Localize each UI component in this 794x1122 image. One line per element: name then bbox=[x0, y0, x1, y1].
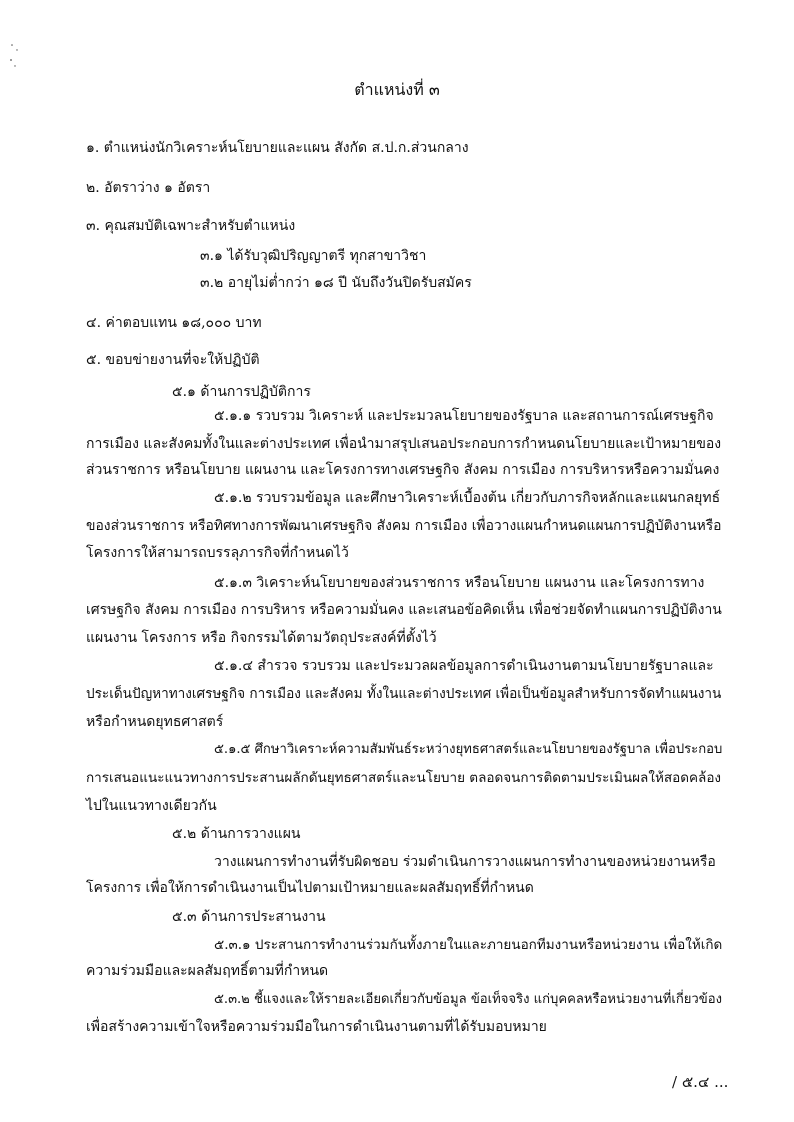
para-5-1-3-line: ๕.๑.๓ วิเคราะห์นโยบายของส่วนราชการ หรือนโยบาย แผนงาน และโครงการทาง bbox=[214, 575, 705, 591]
para-5-3-1-line: ๕.๓.๑ ประสานการทำงานร่วมกันทั้งภายในและภายนอกทีมงานหรือหน่วยงาน เพื่อให้เกิด bbox=[214, 937, 723, 953]
qualification-1: ๓.๑ ได้รับวุฒิปริญญาตรี ทุกสาขาวิชา bbox=[200, 248, 427, 264]
para-5-1-3-line: เศรษฐกิจ สังคม การเมือง การบริหาร หรือความมั่นคง และเสนอข้อคิดเห็น เพื่อช่วยจัดทำแผนการปฏิบัติงาน bbox=[86, 602, 722, 618]
item-position: ๑. ตำแหน่งนักวิเคราะห์นโยบายและแผน สังกัด ส.ป.ก.ส่วนกลาง bbox=[86, 140, 469, 156]
section-5-3: ๕.๓ ด้านการประสานงาน bbox=[172, 909, 326, 925]
para-5-1-1-line: ๕.๑.๑ รวบรวม วิเคราะห์ และประมวลนโยบายของรัฐบาล และสถานการณ์เศรษฐกิจ bbox=[214, 408, 714, 424]
para-5-1-2-line: ของส่วนราชการ หรือทิศทางการพัฒนาเศรษฐกิจ สังคม การเมือง เพื่อวางแผนกำหนดแผนการปฏิบัติงานหรือ bbox=[86, 518, 722, 534]
para-5-1-3-line: แผนงาน โครงการ หรือ กิจกรรมได้ตามวัตถุประสงค์ที่ตั้งไว้ bbox=[86, 630, 437, 646]
qualifications-heading: ๓. คุณสมบัติเฉพาะสำหรับตำแหน่ง bbox=[86, 218, 296, 234]
scan-specks bbox=[8, 42, 22, 76]
para-5-3-2-line: ๕.๓.๒ ชี้แจงและให้รายละเอียดเกี่ยวกับข้อมูล ข้อเท็จจริง แก่บุคคลหรือหน่วยงานที่เกี่ยวข้อง bbox=[214, 992, 722, 1007]
para-5-2-line: วางแผนการทำงานที่รับผิดชอบ ร่วมดำเนินการวางแผนการทำงานของหน่วยงานหรือ bbox=[214, 854, 716, 870]
para-5-1-5-line: ไปในแนวทางเดียวกัน bbox=[86, 798, 217, 814]
item-salary: ๔. ค่าตอบแทน ๑๘,๐๐๐ บาท bbox=[86, 315, 262, 331]
para-5-1-2-line: โครงการให้สามารถบรรลุภารกิจที่กำหนดไว้ bbox=[86, 545, 349, 561]
scope-heading: ๕. ขอบข่ายงานที่จะให้ปฏิบัติ bbox=[86, 352, 260, 368]
para-5-3-1-line: ความร่วมมือและผลสัมฤทธิ์ตามที่กำหนด bbox=[86, 963, 329, 979]
para-5-1-4-line: ๕.๑.๔ สำรวจ รวบรวม และประมวลผลข้อมูลการดำเนินงานตามนโยบายรัฐบาลและ bbox=[214, 658, 714, 674]
para-5-2-line: โครงการ เพื่อให้การดำเนินงานเป็นไปตามเป้าหมายและผลสัมฤทธิ์ที่กำหนด bbox=[86, 880, 534, 896]
para-5-1-1-line: การเมือง และสังคมทั้งในและต่างประเทศ เพื่อนำมาสรุปเสนอประกอบการกำหนดนโยบายและเป้าหมายของ bbox=[86, 436, 722, 452]
page-title: ตำแหน่งที่ ๓ bbox=[354, 80, 440, 99]
para-5-1-1-line: ส่วนราชการ หรือนโยบาย แผนงาน และโครงการทางเศรษฐกิจ สังคม การเมือง การบริหารหรือความมั่นคง bbox=[86, 462, 720, 478]
section-5-2: ๕.๒ ด้านการวางแผน bbox=[172, 826, 301, 842]
continuation-marker: / ๕.๔ ... bbox=[672, 1073, 729, 1091]
para-5-1-5-line: ๕.๑.๕ ศึกษาวิเคราะห์ความสัมพันธ์ระหว่างยุทธศาสตร์และนโยบายของรัฐบาล เพื่อประกอบ bbox=[214, 742, 723, 757]
para-5-3-2-line: เพื่อสร้างความเข้าใจหรือความร่วมมือในการดำเนินงานตามที่ได้รับมอบหมาย bbox=[86, 1019, 547, 1035]
para-5-1-2-line: ๕.๑.๒ รวบรวมข้อมูล และศึกษาวิเคราะห์เบื้องต้น เกี่ยวกับภารกิจหลักและแผนกลยุทธ์ bbox=[214, 490, 721, 506]
qualification-2: ๓.๒ อายุไม่ต่ำกว่า ๑๘ ปี นับถึงวันปิดรับสมัคร bbox=[200, 275, 472, 291]
para-5-1-5-line: การเสนอแนะแนวทางการประสานผลักดันยุทธศาสตร์และนโยบาย ตลอดจนการติดตามประเมินผลให้สอดคล้อง bbox=[86, 770, 722, 786]
section-5-1: ๕.๑ ด้านการปฏิบัติการ bbox=[172, 384, 311, 400]
para-5-1-4-line: หรือกำหนดยุทธศาสตร์ bbox=[86, 714, 224, 730]
item-vacancy: ๒. อัตราว่าง ๑ อัตรา bbox=[86, 180, 211, 196]
para-5-1-4-line: ประเด็นปัญหาทางเศรษฐกิจ การเมือง และสังคม ทั้งในและต่างประเทศ เพื่อเป็นข้อมูลสำหรับการจัดทำแผนงาน bbox=[86, 686, 722, 702]
